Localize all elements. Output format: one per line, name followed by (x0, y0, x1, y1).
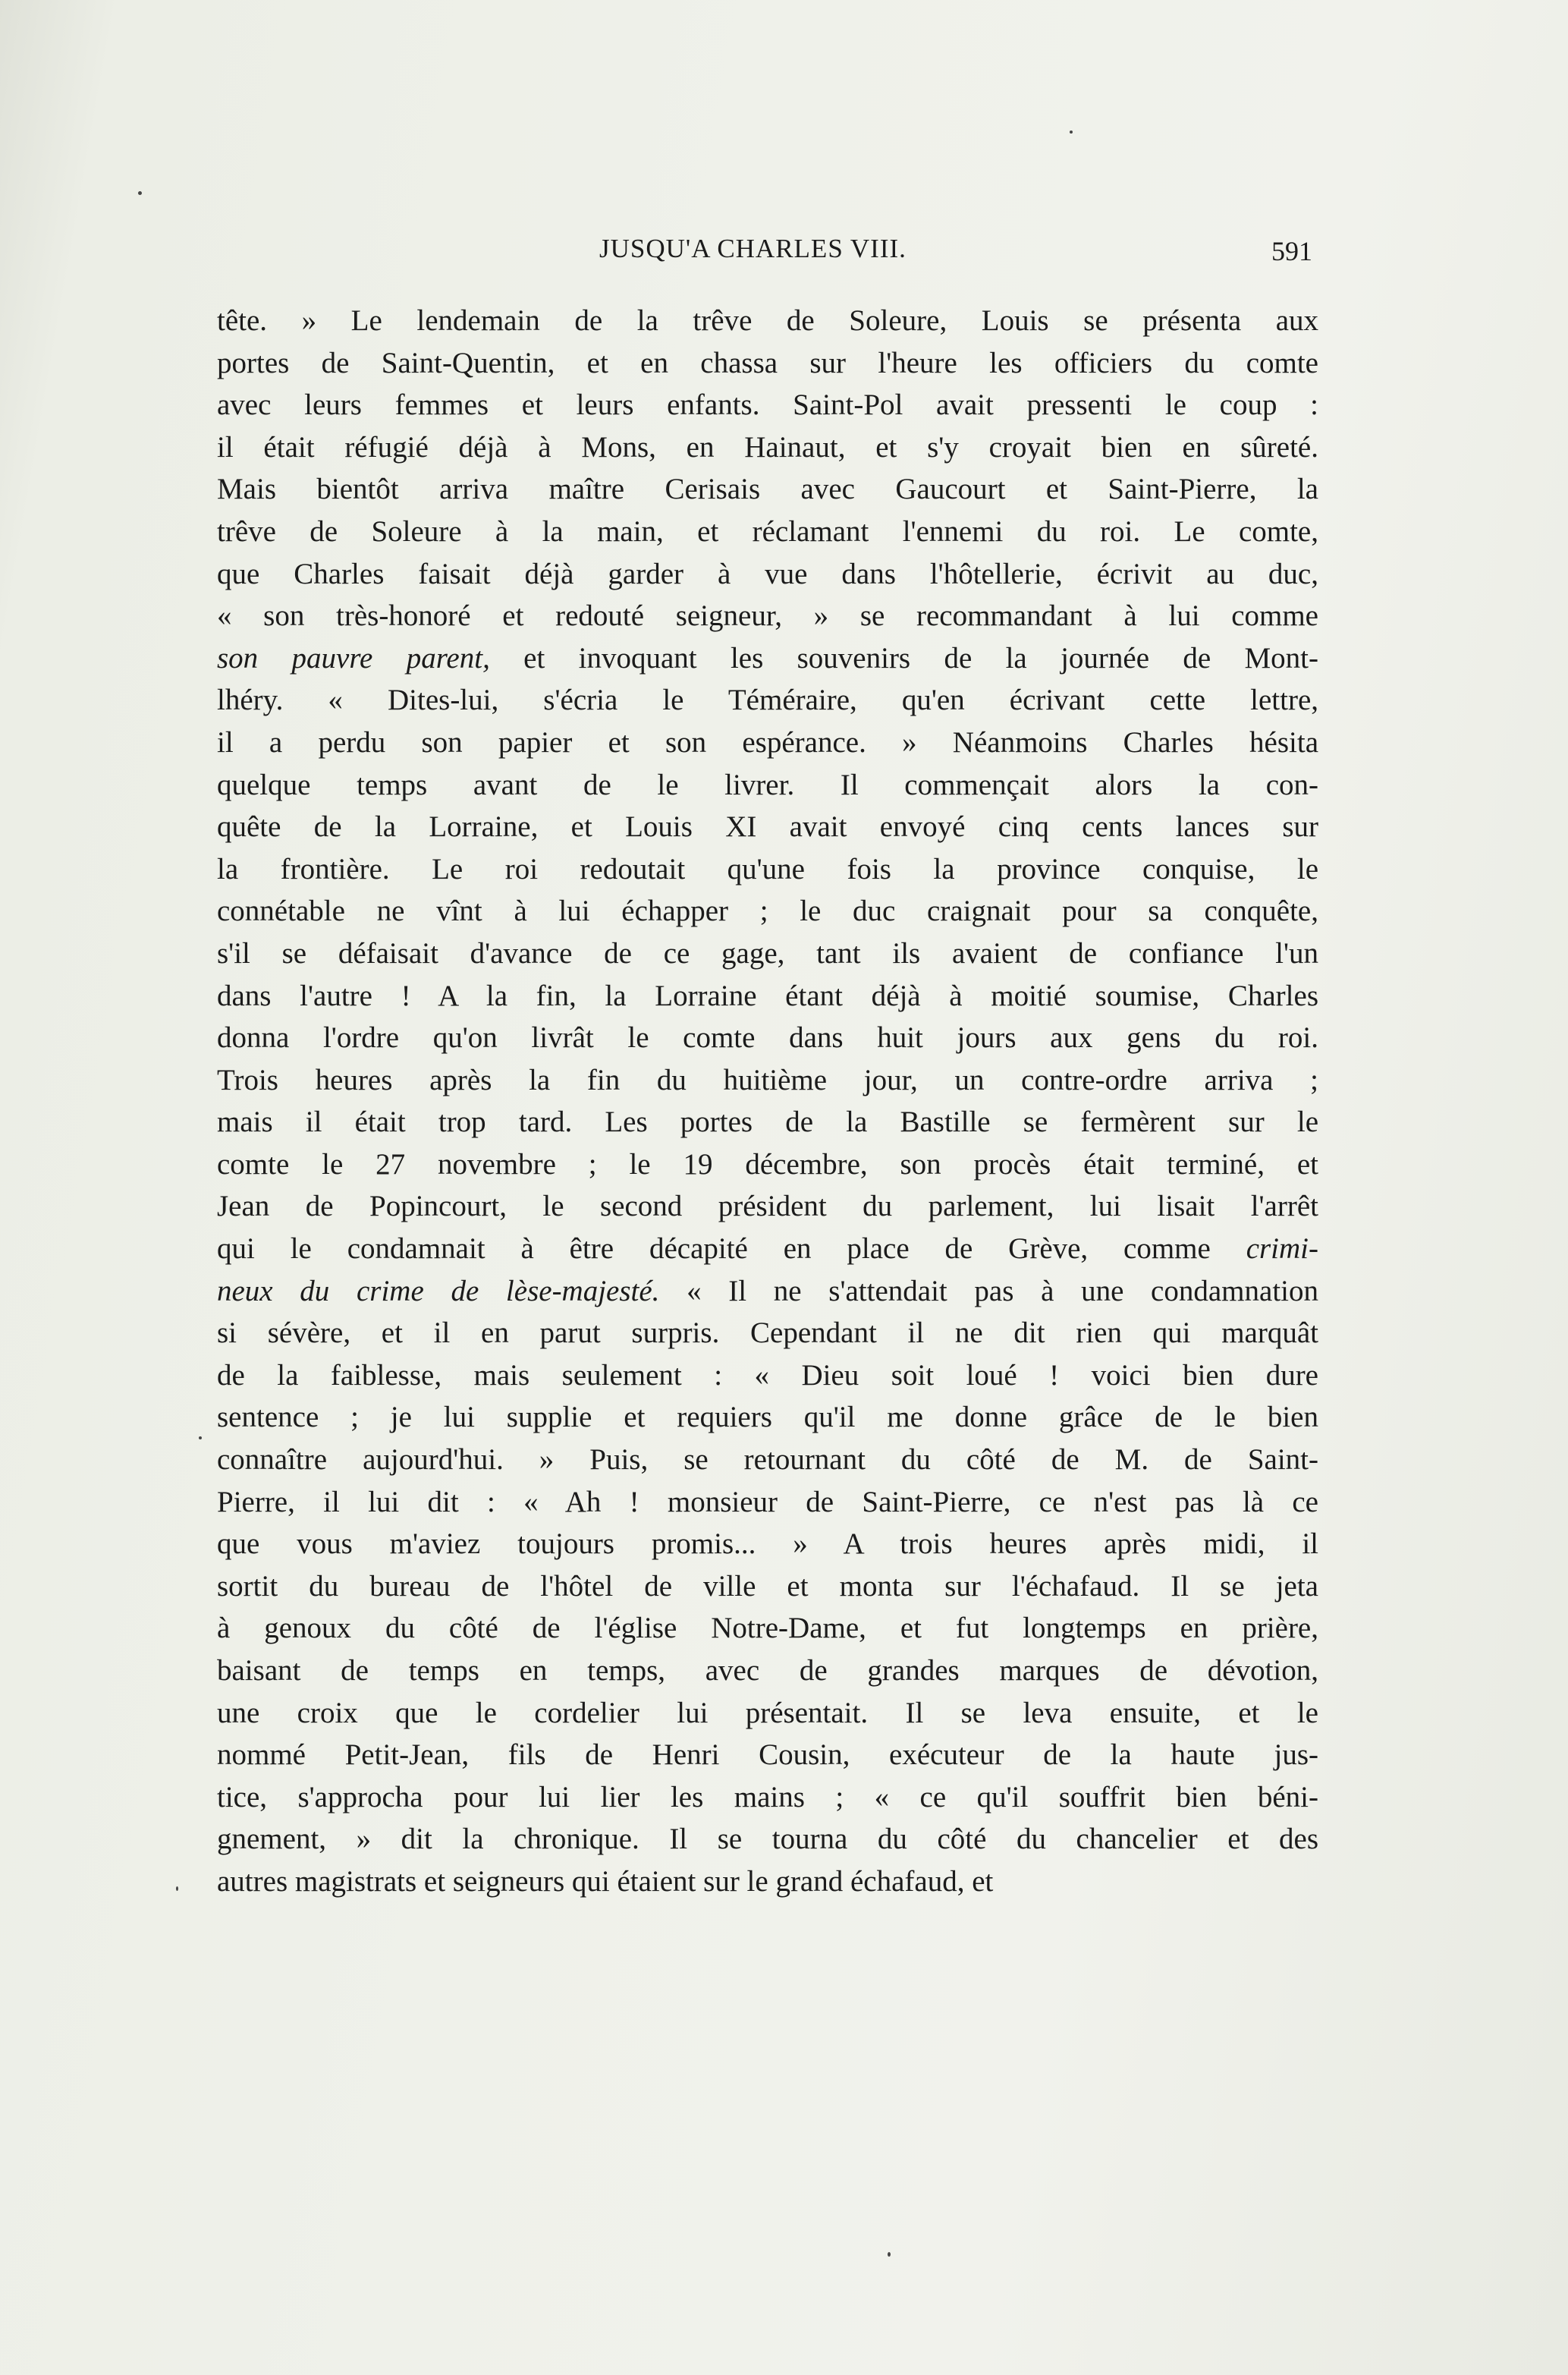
text-segment: nommé Petit-Jean, fils de Henri Cousin, exécuteur de la haute jus- (217, 1738, 1318, 1772)
text-line (217, 1228, 1318, 1270)
text-segment: tête. » Le lendemain de la trêve de Soleure, Louis se présenta aux (217, 304, 1318, 337)
text-line (217, 1312, 1318, 1354)
text-segment: avec leurs femmes et leurs enfants. Saint-Pol avait pressenti le coup : (217, 388, 1318, 422)
text-segment: tice, s'approcha pour lui lier les mains ; « ce qu'il souffrit bien béni- (217, 1780, 1318, 1813)
text-segment: il a perdu son papier et son espérance. » Néanmoins Charles hésita (217, 725, 1318, 759)
text-segment: trêve de Soleure à la main, et réclamant l'ennemi du roi. Le comte, (217, 514, 1318, 548)
text-line (217, 468, 1318, 511)
text-line (217, 1734, 1318, 1776)
paper-speck (199, 1436, 202, 1439)
text-segment: connétable ne vînt à lui échapper ; le duc craignait pour sa conquête, (217, 895, 1318, 928)
text-line (217, 1650, 1318, 1692)
text-line (217, 1481, 1318, 1524)
text-segment: qui le condamnait à être décapité en place de Grève, comme (217, 1232, 1246, 1266)
text-segment: « Il ne s'attendait pas à une condamnation (659, 1274, 1318, 1307)
text-segment: il était réfugié déjà à Mons, en Hainaut, et s'y croyait bien en sûreté. (217, 430, 1318, 464)
paper-speck (138, 191, 142, 195)
text-line (217, 553, 1318, 596)
text-line (217, 1692, 1318, 1735)
text-line (217, 722, 1318, 764)
text-segment: gnement, » dit la chronique. Il se tourna du côté du chancelier et des (217, 1823, 1318, 1856)
text-line (217, 511, 1318, 553)
text-line (217, 1523, 1318, 1565)
text-segment: et invoquant les souvenirs de la journée de Mont- (489, 641, 1318, 675)
text-line (217, 890, 1318, 933)
text-line (217, 1270, 1318, 1313)
text-line (217, 1101, 1318, 1143)
text-segment: baisant de temps en temps, avec de grandes marques de dévotion, (217, 1654, 1318, 1687)
text-segment: de la faiblesse, mais seulement : « Dieu soit loué ! voici bien dure (217, 1358, 1318, 1392)
text-segment: Mais bientôt arriva maître Cerisais avec Gaucourt et Saint-Pierre, la (217, 473, 1318, 506)
text-segment: Pierre, il lui dit : « Ah ! monsieur de Saint-Pierre, ce n'est pas là ce (217, 1485, 1318, 1518)
text-line (217, 1861, 1318, 1903)
paper-speck (888, 2252, 891, 2257)
text-segment: quelque temps avant de le livrer. Il commençait alors la con- (217, 768, 1318, 801)
text-line (217, 1565, 1318, 1608)
text-segment: que Charles faisait déjà garder à vue dans l'hôtellerie, écrivit au duc, (217, 557, 1318, 590)
text-segment: une croix que le cordelier lui présentait. Il se leva ensuite, et le (217, 1696, 1318, 1729)
text-line (217, 764, 1318, 807)
text-segment: « son très-honoré et redouté seigneur, » se recommandant à lui comme (217, 599, 1318, 633)
text-line (217, 1185, 1318, 1228)
text-line (217, 848, 1318, 891)
text-segment: quête de la Lorraine, et Louis XI avait envoyé cinq cents lances sur (217, 810, 1318, 844)
running-title: JUSQU'A CHARLES VIII. (599, 234, 907, 263)
text-segment: connaître aujourd'hui. » Puis, se retournant du côté de M. de Saint- (217, 1443, 1318, 1477)
text-segment: lhéry. « Dites-lui, s'écria le Téméraire, qu'en écrivant cette lettre, (217, 684, 1318, 717)
text-line (217, 300, 1318, 342)
text-segment: portes de Saint-Quentin, et en chassa sur l'heure les officiers du comte (217, 346, 1318, 379)
text-segment: s'il se défaisait d'avance de ce gage, tant ils avaient de confiance l'un (217, 936, 1318, 970)
text-line (217, 1017, 1318, 1059)
text-line (217, 384, 1318, 426)
text-segment: Jean de Popincourt, le second président du parlement, lui lisait l'arrêt (217, 1190, 1318, 1223)
text-line (217, 1607, 1318, 1650)
text-line (217, 679, 1318, 722)
text-line (217, 806, 1318, 848)
page-number: 591 (1271, 236, 1312, 266)
text-segment: si sévère, et il en parut surpris. Cependant il ne dit rien qui marquât (217, 1316, 1318, 1350)
text-segment: autres magistrats et seigneurs qui étaient sur le grand échafaud, et (217, 1864, 994, 1898)
text-segment: dans l'autre ! A la fin, la Lorraine étant déjà à moitié soumise, Charles (217, 979, 1318, 1012)
text-segment: sortit du bureau de l'hôtel de ville et monta sur l'échafaud. Il se jeta (217, 1569, 1318, 1603)
text-line (217, 637, 1318, 680)
text-line (217, 1439, 1318, 1481)
italic-text: son pauvre parent, (217, 641, 490, 675)
paper-speck (176, 1886, 178, 1891)
text-segment: que vous m'aviez toujours promis... » A trois heures après midi, il (217, 1527, 1318, 1561)
text-segment: à genoux du côté de l'église Notre-Dame, et fut longtemps en prière, (217, 1612, 1318, 1645)
body-text (217, 300, 1318, 1903)
italic-text: crimi- (1246, 1232, 1318, 1266)
text-line (217, 342, 1318, 385)
text-segment: comte le 27 novembre ; le 19 décembre, son procès était terminé, et (217, 1147, 1318, 1181)
text-line (217, 595, 1318, 637)
text-line (217, 1354, 1318, 1397)
text-line (217, 1059, 1318, 1102)
text-line (217, 1143, 1318, 1186)
italic-text: neux du crime de lèse-majesté. (217, 1274, 660, 1307)
page-header (228, 234, 1312, 279)
text-line (217, 1396, 1318, 1439)
text-segment: Trois heures après la fin du huitième jour, un contre-ordre arriva ; (217, 1063, 1318, 1096)
text-line (217, 975, 1318, 1018)
text-segment: la frontière. Le roi redoutait qu'une fois la province conquise, le (217, 852, 1318, 886)
text-line (217, 1818, 1318, 1861)
text-line (217, 1776, 1318, 1819)
text-line (217, 933, 1318, 975)
text-segment: donna l'ordre qu'on livrât le comte dans huit jours aux gens du roi. (217, 1021, 1318, 1055)
text-line (217, 426, 1318, 469)
paper-speck (1070, 131, 1073, 134)
text-segment: mais il était trop tard. Les portes de la Bastille se fermèrent sur le (217, 1106, 1318, 1139)
text-segment: sentence ; je lui supplie et requiers qu'il me donne grâce de le bien (217, 1401, 1318, 1434)
